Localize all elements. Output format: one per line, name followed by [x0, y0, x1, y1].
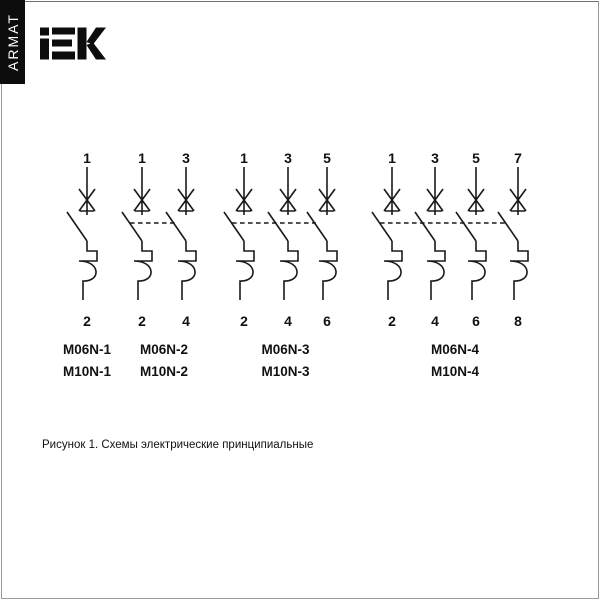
figure-caption: Рисунок 1. Схемы электрические принципиальные — [42, 439, 314, 451]
terminal-number-top: 5 — [323, 150, 331, 166]
terminal-number-top: 3 — [284, 150, 292, 166]
pole-path — [456, 167, 486, 300]
pole-symbol — [372, 150, 402, 329]
terminal-number-top: 5 — [472, 150, 480, 166]
pole-symbol — [268, 150, 298, 329]
pole-symbol — [166, 150, 196, 329]
terminal-number-bottom: 6 — [323, 313, 331, 329]
breaker-model-label: M10N-2 — [139, 364, 189, 379]
terminal-number-bottom: 6 — [472, 313, 480, 329]
breaker-group — [122, 150, 196, 379]
pole-path — [224, 167, 254, 300]
terminal-number-top: 3 — [182, 150, 190, 166]
pole-path — [498, 167, 528, 300]
terminal-number-top: 1 — [240, 150, 248, 166]
pole-symbol — [122, 150, 152, 329]
terminal-number-bottom: 4 — [431, 313, 439, 329]
terminal-number-bottom: 2 — [240, 313, 248, 329]
pole-symbol — [415, 150, 445, 329]
terminal-number-bottom: 2 — [388, 313, 396, 329]
terminal-number-top: 1 — [388, 150, 396, 166]
logo-k-stem — [78, 28, 87, 60]
pole-symbol — [498, 150, 528, 329]
logo-k-lower-arm — [87, 43, 107, 60]
logo-e-bottom — [52, 52, 75, 60]
pole-path — [122, 167, 152, 300]
pole-path — [415, 167, 445, 300]
armat-brand-text: ARMAT — [4, 13, 21, 71]
terminal-number-bottom: 2 — [83, 313, 91, 329]
logo-i-dot — [40, 28, 49, 36]
breaker-model-label: M10N-3 — [261, 364, 310, 379]
pole-path — [166, 167, 196, 300]
terminal-number-bottom: 4 — [182, 313, 190, 329]
breaker-group — [372, 150, 528, 379]
pole-symbol — [307, 150, 337, 329]
logo-e-mid — [52, 40, 72, 47]
breaker-model-label: M06N-2 — [139, 342, 189, 357]
pole-symbol — [456, 150, 486, 329]
armat-side-tab — [0, 0, 25, 84]
terminal-number-top: 3 — [431, 150, 439, 166]
iek-logo — [40, 27, 106, 60]
terminal-number-top: 7 — [514, 150, 522, 166]
breaker-model-label: M10N-1 — [62, 364, 112, 379]
pole-symbol — [67, 150, 97, 329]
pole-path — [268, 167, 298, 300]
pole-symbol — [224, 150, 254, 329]
logo-e-top — [52, 28, 75, 35]
logo-k-upper-arm — [87, 28, 107, 45]
pole-path — [67, 167, 97, 300]
breaker-group — [63, 150, 112, 379]
terminal-number-top: 1 — [138, 150, 146, 166]
breaker-model-label: M06N-4 — [430, 342, 480, 357]
pole-path — [307, 167, 337, 300]
breaker-model-label: M06N-1 — [62, 342, 112, 357]
terminal-number-bottom: 8 — [514, 313, 522, 329]
terminal-number-top: 1 — [83, 150, 91, 166]
breaker-model-label: M10N-4 — [430, 364, 480, 379]
breaker-group — [224, 150, 337, 379]
terminal-number-bottom: 4 — [284, 313, 292, 329]
pole-path — [372, 167, 402, 300]
logo-i-bar — [40, 39, 49, 60]
terminal-number-bottom: 2 — [138, 313, 146, 329]
breaker-model-label: M06N-3 — [261, 342, 310, 357]
